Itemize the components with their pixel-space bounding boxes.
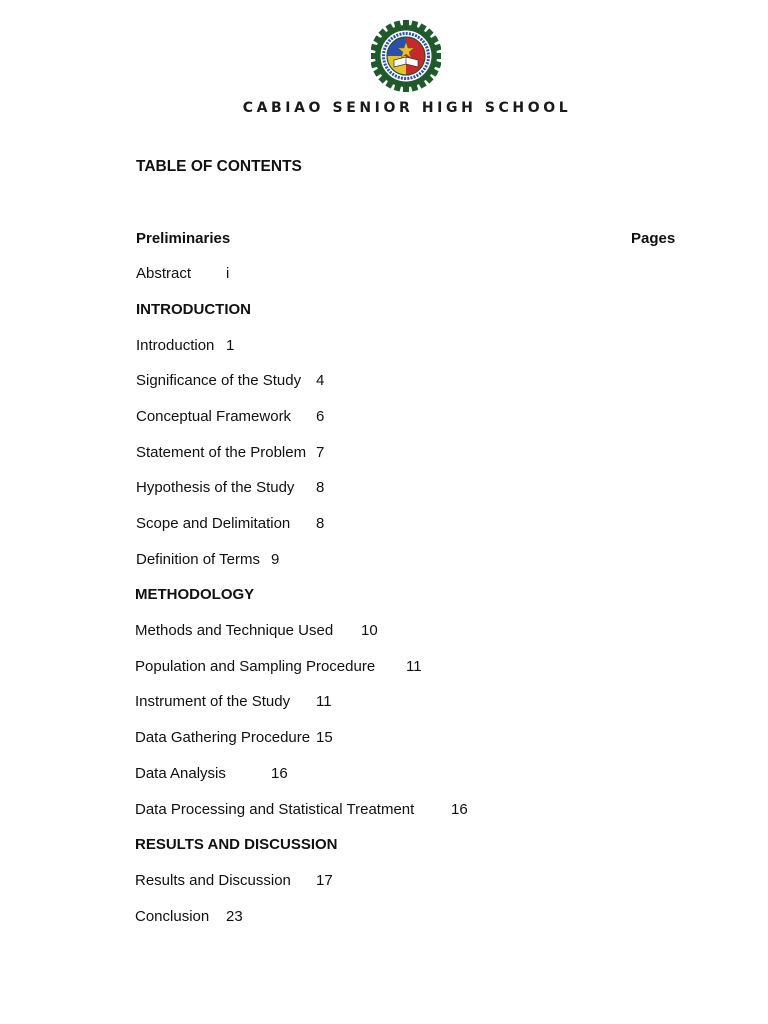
toc-title: TABLE OF CONTENTS <box>136 158 302 175</box>
toc-entry-page: 11 <box>316 693 332 710</box>
toc-entry-label: METHODOLOGY <box>135 586 255 603</box>
toc-entry-page: 16 <box>271 765 288 782</box>
toc-section-introduction <box>136 300 251 320</box>
toc-entry-scope <box>136 514 324 534</box>
toc-entry-page: i <box>226 265 230 282</box>
toc-entry-label: Definition of Terms <box>136 551 260 568</box>
toc-section-methodology <box>135 585 254 605</box>
toc-entry-label: Conceptual Framework <box>136 408 292 425</box>
toc-entry-statement-of-problem <box>136 443 324 463</box>
toc-entry-page: 11 <box>406 658 422 675</box>
toc-entry-conceptual-framework <box>136 407 324 427</box>
toc-section-preliminaries <box>136 229 230 249</box>
school-seal-icon <box>371 20 441 92</box>
toc-entry-page: 7 <box>316 444 325 461</box>
toc-entry-population-sampling <box>135 657 422 677</box>
toc-entry-label: RESULTS AND DISCUSSION <box>135 836 338 853</box>
school-name: CABIAO SENIOR HIGH SCHOOL <box>242 100 572 116</box>
toc-entry-data-processing <box>135 800 468 820</box>
pages-column-heading: Pages <box>631 230 676 247</box>
toc-entry-methods <box>135 621 378 641</box>
toc-entry-page: 23 <box>226 908 243 925</box>
toc-entry-label: Significance of the Study <box>136 372 302 389</box>
toc-entry-introduction <box>136 336 234 356</box>
toc-entry-label: Abstract <box>136 265 192 282</box>
toc-entry-label: Scope and Delimitation <box>136 515 291 532</box>
toc-entry-definition-of-terms <box>136 550 279 570</box>
toc-entry-significance <box>136 371 324 391</box>
toc-entry-results-discussion <box>135 871 333 891</box>
toc-entry-hypothesis <box>136 478 324 498</box>
toc-entry-page: 8 <box>316 479 325 496</box>
toc-section-results <box>135 835 338 855</box>
toc-entry-page: 17 <box>316 872 333 889</box>
toc-entry-page: 1 <box>226 337 235 354</box>
toc-entry-label: Results and Discussion <box>135 872 291 889</box>
toc-entry-label: Introduction <box>136 337 215 354</box>
toc-entry-data-gathering <box>135 728 333 748</box>
toc-entry-label: Data Processing and Statistical Treatment <box>135 801 415 818</box>
toc-entry-label: Data Gathering Procedure <box>135 729 311 746</box>
toc-entry-conclusion <box>135 907 243 927</box>
toc-entry-label: Instrument of the Study <box>135 693 291 710</box>
toc-entry-abstract <box>136 264 229 284</box>
toc-entry-label: Hypothesis of the Study <box>136 479 295 496</box>
toc-entry-label: Population and Sampling Procedure <box>135 658 376 675</box>
toc-entry-label: Preliminaries <box>136 230 231 247</box>
toc-entry-label: INTRODUCTION <box>136 301 251 318</box>
toc-entry-page: 9 <box>271 551 280 568</box>
toc-entry-page: 4 <box>316 372 325 389</box>
toc-entry-label: Methods and Technique Used <box>135 622 334 639</box>
toc-entry-instrument <box>135 692 332 712</box>
toc-entry-label: Data Analysis <box>135 765 226 782</box>
toc-entry-page: 8 <box>316 515 325 532</box>
toc-entry-label: Conclusion <box>135 908 210 925</box>
toc-entry-data-analysis <box>135 764 288 784</box>
toc-entry-page: 16 <box>451 801 468 818</box>
toc-entry-page: 6 <box>316 408 325 425</box>
toc-entry-page: 15 <box>316 729 333 746</box>
toc-entry-label: Statement of the Problem <box>136 444 307 461</box>
toc-entry-page: 10 <box>361 622 378 639</box>
